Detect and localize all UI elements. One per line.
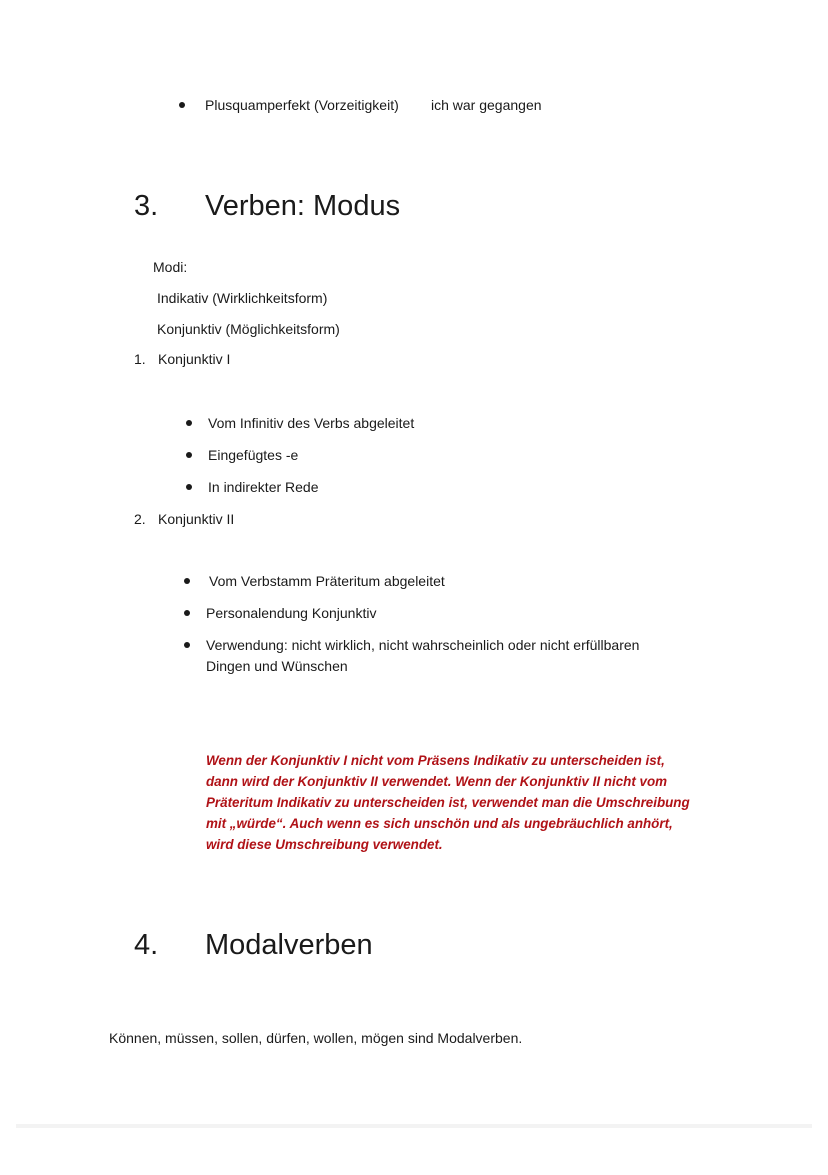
konjunktiv1-bullet: Eingefügtes -e <box>208 447 299 463</box>
konjunktiv2-bullet: Verwendung: nicht wirklich, nicht wahrscheinlich oder nicht erfüllbaren <box>206 637 640 653</box>
section-3-number: 3. <box>134 190 159 222</box>
plusquamperfekt-example: ich war gegangen <box>431 97 542 113</box>
modalverben-text: Können, müssen, sollen, dürfen, wollen, mögen sind Modalverben. <box>109 1030 523 1046</box>
bullet-icon <box>184 610 190 616</box>
bullet-icon <box>186 420 192 426</box>
konjunktiv2-bullet: Vom Verbstamm Präteritum abgeleitet <box>209 573 445 589</box>
bullet-icon <box>186 452 192 458</box>
section-3-title: Verben: Modus <box>205 190 401 222</box>
plusquamperfekt-term: Plusquamperfekt (Vorzeitigkeit) <box>205 97 399 113</box>
bullet-icon <box>186 484 192 490</box>
note-line: dann wird der Konjunktiv II verwendet. Wenn der Konjunktiv II nicht vom <box>206 774 668 789</box>
note-line: wird diese Umschreibung verwendet. <box>206 837 443 852</box>
konjunktiv-note <box>206 750 746 855</box>
page-footer-divider <box>16 1124 812 1128</box>
modus-indikativ: Indikativ (Wirklichkeitsform) <box>157 290 328 306</box>
modi-label: Modi: <box>153 259 188 275</box>
konjunktiv1-bullet: In indirekter Rede <box>208 479 319 495</box>
bullet-icon <box>184 642 190 648</box>
konjunktiv2-bullet: Personalendung Konjunktiv <box>206 605 377 621</box>
konjunktiv1-bullet: Vom Infinitiv des Verbs abgeleitet <box>208 415 415 431</box>
note-line: mit „würde“. Auch wenn es sich unschön und als ungebräuchlich anhört, <box>206 816 673 831</box>
subsection-2-title: Konjunktiv II <box>158 511 235 527</box>
subsection-2-number: 2. <box>134 511 146 527</box>
konjunktiv2-bullet-continuation: Dingen und Wünschen <box>206 658 348 674</box>
note-line: Präteritum Indikativ zu unterscheiden ist, verwendet man die Umschreibung <box>206 795 690 810</box>
subsection-1-title: Konjunktiv I <box>158 351 231 367</box>
subsection-1-number: 1. <box>134 351 146 367</box>
bullet-icon <box>184 578 190 584</box>
section-4-title: Modalverben <box>205 929 373 961</box>
modus-konjunktiv: Konjunktiv (Möglichkeitsform) <box>157 321 340 337</box>
bullet-icon <box>179 102 185 108</box>
section-4-number: 4. <box>134 929 159 961</box>
note-line: Wenn der Konjunktiv I nicht vom Präsens Indikativ zu unterscheiden ist, <box>206 753 665 768</box>
